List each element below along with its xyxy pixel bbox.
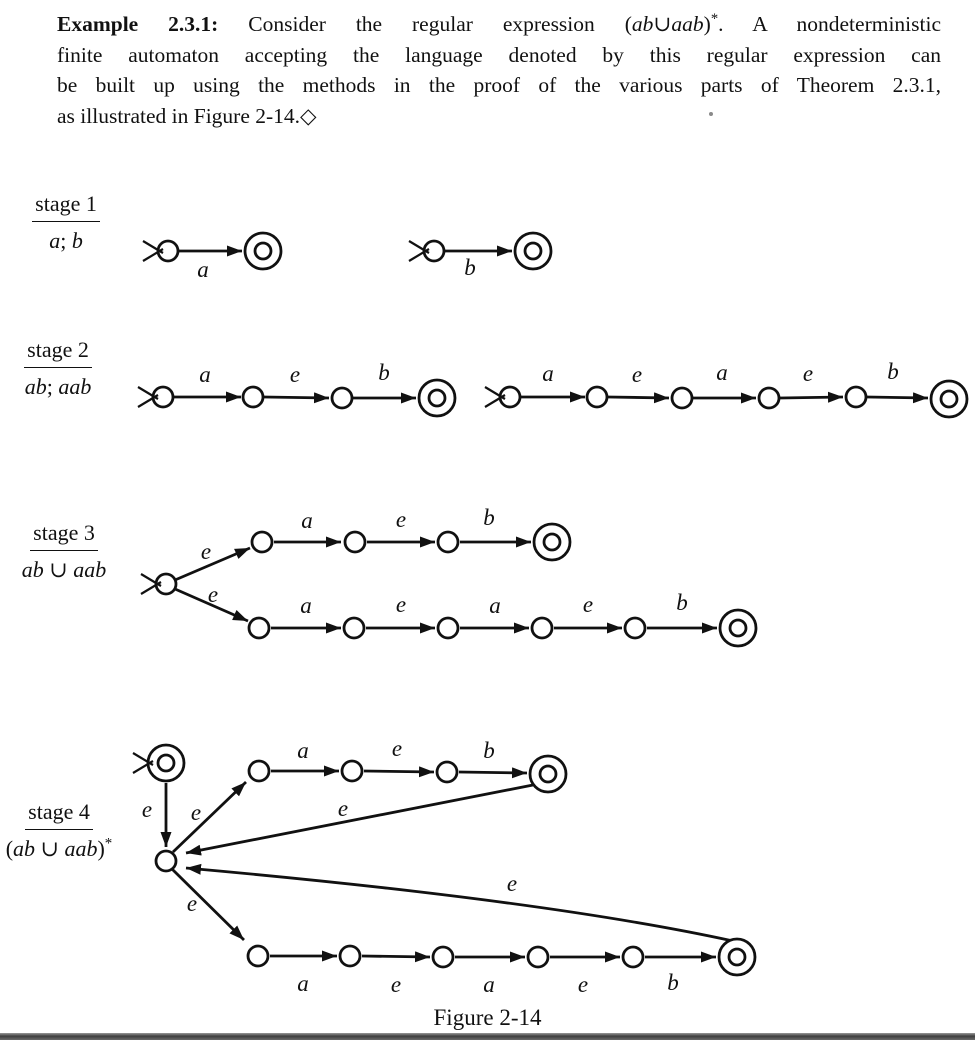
- transition-label: a: [300, 593, 312, 618]
- state-plain: [156, 851, 176, 871]
- text-run: be built up using the methods in the proof of the various parts of Theorem 2.3.1,: [57, 73, 941, 97]
- state-start: [138, 387, 173, 407]
- transition-label: e: [289, 362, 301, 387]
- transition-label: a: [297, 738, 309, 763]
- state-plain: [587, 387, 607, 407]
- transition-label: e: [577, 972, 589, 997]
- state-start: [409, 241, 444, 261]
- transition-label: e: [631, 362, 643, 387]
- accepting-inner-ring: [544, 534, 560, 550]
- transition-label: a: [297, 971, 309, 996]
- transition-label: e: [186, 891, 198, 916]
- state-plain: [249, 618, 269, 638]
- state-plain: [243, 387, 263, 407]
- text-run: ;: [60, 228, 72, 253]
- text-run: ◇: [300, 103, 317, 128]
- stage-3-title: stage 3: [30, 521, 98, 551]
- transition-label: e: [395, 507, 407, 532]
- transition-label: b: [887, 359, 899, 384]
- transition-label: b: [667, 970, 679, 995]
- state-plain: [340, 946, 360, 966]
- text-run: ;: [46, 374, 59, 399]
- transition-label: e: [390, 972, 402, 997]
- transition-label: e: [190, 800, 202, 825]
- state-plain: [438, 618, 458, 638]
- page-bottom-rule: [0, 1033, 975, 1040]
- transition-label: b: [464, 255, 476, 280]
- accepting-inner-ring: [540, 766, 556, 782]
- state-plain: [248, 946, 268, 966]
- transition-edge: [364, 771, 434, 772]
- text-run: Example 2.3.1:: [57, 12, 219, 36]
- transition-label: a: [199, 362, 211, 387]
- transition-label: b: [483, 505, 495, 530]
- text-run: ∪: [43, 557, 74, 582]
- accepting-inner-ring: [941, 391, 957, 407]
- text-run: (: [5, 836, 14, 861]
- state-final: [245, 233, 281, 269]
- state-final: [720, 610, 756, 646]
- state-start: [143, 241, 178, 261]
- transition-label: e: [141, 797, 153, 822]
- state-final: [515, 233, 551, 269]
- accepting-inner-ring: [729, 949, 745, 965]
- transition-label: a: [197, 257, 209, 282]
- state-plain: [846, 387, 866, 407]
- state-final: [931, 381, 967, 417]
- text-run: ab: [631, 12, 654, 36]
- transition-edge: [264, 397, 329, 398]
- state-final: [419, 380, 455, 416]
- transition-edge: [608, 397, 669, 398]
- state-final: [530, 756, 566, 792]
- accepting-inner-ring: [255, 243, 271, 259]
- state-plain: [672, 388, 692, 408]
- text-run: ab: [21, 557, 44, 582]
- stage-2-title: stage 2: [24, 338, 92, 368]
- state-plain: [532, 618, 552, 638]
- text-run: Consider the regular expression (: [218, 12, 632, 36]
- transition-label: a: [542, 361, 554, 386]
- transition-label: e: [582, 592, 594, 617]
- transition-edge: [175, 548, 250, 580]
- state-plain: [759, 388, 779, 408]
- text-run: aab: [64, 836, 98, 861]
- state-plain: [252, 532, 272, 552]
- state-plain: [528, 947, 548, 967]
- transition-label: e: [337, 796, 349, 821]
- stage-1-title: stage 1: [32, 192, 100, 222]
- transition-label: e: [395, 592, 407, 617]
- transition-label: e: [391, 736, 403, 761]
- state-startfinal: [133, 745, 184, 781]
- transition-label: e: [207, 582, 219, 607]
- figure-caption: Figure 2-14: [433, 1005, 542, 1030]
- transition-edge: [186, 868, 733, 941]
- text-run: ∪: [653, 12, 672, 36]
- transition-edge: [459, 772, 527, 773]
- state-final: [719, 939, 755, 975]
- transition-edge: [186, 785, 533, 853]
- transition-edge: [362, 956, 430, 957]
- text-run: *: [710, 10, 719, 27]
- state-plain: [342, 761, 362, 781]
- state-plain: [433, 947, 453, 967]
- state-plain: [437, 762, 457, 782]
- text-run: ): [97, 836, 105, 861]
- text-run: finite automaton accepting the language denoted by this regular expression can: [57, 42, 941, 67]
- transition-label: b: [676, 590, 688, 615]
- state-start: [141, 574, 176, 594]
- state-start: [485, 387, 520, 407]
- accepting-inner-ring: [158, 755, 174, 771]
- text-run: aab: [58, 374, 92, 399]
- state-plain: [625, 618, 645, 638]
- transition-edge: [780, 397, 843, 398]
- state-plain: [332, 388, 352, 408]
- state-plain: [344, 618, 364, 638]
- text-run: aab: [73, 557, 107, 582]
- text-run: aab: [671, 12, 704, 36]
- transition-label: e: [200, 539, 212, 564]
- state-plain: [438, 532, 458, 552]
- accepting-inner-ring: [730, 620, 746, 636]
- state-plain: [623, 947, 643, 967]
- transition-label: e: [506, 871, 518, 896]
- text-run: *: [104, 835, 113, 852]
- transition-label: b: [483, 738, 495, 763]
- text-run: as illustrated in Figure 2-14.: [57, 103, 301, 128]
- text-run: ab: [24, 374, 47, 399]
- transition-edge: [172, 869, 244, 940]
- transition-label: a: [301, 508, 313, 533]
- state-plain: [345, 532, 365, 552]
- text-run: . A nondeterministic: [718, 12, 942, 36]
- stage-4-title: stage 4: [25, 800, 93, 830]
- text-run: b: [71, 228, 83, 253]
- accepting-inner-ring: [525, 243, 541, 259]
- transition-label: a: [483, 972, 495, 997]
- transition-label: a: [489, 593, 501, 618]
- text-run: a: [49, 228, 61, 253]
- text-run: ab: [13, 836, 36, 861]
- transition-label: b: [378, 360, 390, 385]
- state-final: [534, 524, 570, 560]
- transition-edge: [867, 397, 928, 398]
- transition-edge: [173, 782, 246, 852]
- text-run: ): [703, 12, 711, 36]
- transition-label: e: [802, 361, 814, 386]
- state-plain: [249, 761, 269, 781]
- text-run: ∪: [35, 836, 65, 861]
- accepting-inner-ring: [429, 390, 445, 406]
- transition-label: a: [716, 360, 728, 385]
